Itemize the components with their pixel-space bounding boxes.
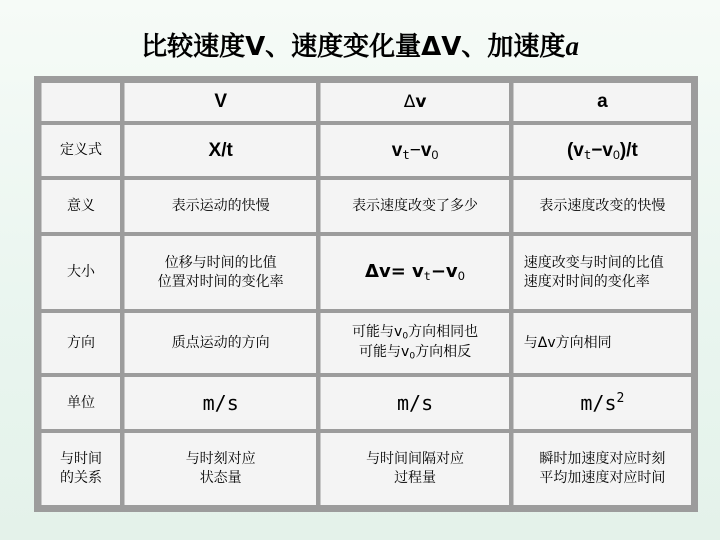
comparison-table — [37, 79, 695, 509]
table-row — [41, 377, 691, 429]
magnitude-a — [513, 236, 691, 309]
definition-dv-v: v — [391, 139, 403, 161]
magnitude-dv-prefix: Δv= v — [365, 261, 424, 283]
time-v-line2: 状态量 — [199, 470, 242, 486]
magnitude-dv-minus: −v — [430, 261, 458, 283]
row-label-unit: 单位 — [41, 377, 120, 429]
header-dv-delta: Δ — [403, 91, 416, 112]
direction-dv — [320, 313, 508, 373]
magnitude-a-line1: 速度改变与时间的比值 — [523, 254, 664, 271]
direction-dv-l2sub: 0 — [409, 351, 416, 362]
direction-a: 与Δv方向相同 — [513, 313, 691, 373]
table-row — [41, 313, 691, 373]
definition-a-open: (v — [566, 139, 584, 161]
magnitude-dv — [320, 236, 508, 309]
table-row — [41, 433, 691, 505]
magnitude-dv-0: 0 — [457, 269, 466, 284]
unit-a-sup: 2 — [616, 390, 625, 406]
definition-dv — [320, 125, 508, 176]
table-row — [41, 125, 691, 176]
title-accel-symbol: a — [565, 31, 579, 61]
direction-dv-l1a: 可能与v — [352, 324, 403, 341]
definition-a-close: )/t — [619, 139, 638, 161]
time-a — [513, 433, 691, 505]
row-label-definition: 定义式 — [41, 125, 120, 176]
time-a-line2: 平均加速度对应时间 — [539, 470, 666, 486]
direction-v: 质点运动的方向 — [124, 313, 316, 373]
header-dv-v: v — [415, 91, 427, 112]
header-dv — [320, 83, 508, 121]
magnitude-v-line1: 位移与时间的比值 — [164, 254, 277, 271]
time-label-line2: 的关系 — [59, 470, 102, 486]
definition-dv-v0: v — [420, 139, 432, 161]
table-row — [41, 180, 691, 232]
header-row — [41, 83, 691, 121]
unit-v: m/s — [124, 377, 316, 429]
magnitude-a-line2: 速度对时间的变化率 — [523, 273, 650, 290]
time-v-line1: 与时刻对应 — [185, 451, 256, 468]
unit-a-text: m/s — [580, 390, 617, 415]
magnitude-v — [124, 236, 316, 309]
header-a: a — [513, 83, 691, 121]
time-dv — [320, 433, 508, 505]
unit-dv: m/s — [320, 377, 508, 429]
row-label-magnitude: 大小 — [41, 236, 120, 309]
definition-a-t: t — [583, 147, 592, 162]
definition-a-minus: −v — [591, 139, 613, 161]
magnitude-dv-t: t — [423, 269, 431, 284]
magnitude-v-line2: 位置对时间的变化率 — [157, 273, 284, 290]
definition-a — [513, 125, 691, 176]
definition-dv-minus: − — [409, 139, 421, 161]
title-text: 比较速度V、速度变化量ΔV、加速度 — [141, 32, 566, 62]
row-label-direction: 方向 — [41, 313, 120, 373]
time-v — [124, 433, 316, 505]
row-label-meaning: 意义 — [41, 180, 120, 232]
definition-v: X/t — [124, 125, 316, 176]
page-title — [0, 26, 720, 63]
header-empty-cell — [41, 83, 120, 121]
meaning-a: 表示速度改变的快慢 — [513, 180, 691, 232]
direction-dv-l2a: 可能与v — [359, 344, 410, 360]
definition-a-0: 0 — [612, 147, 620, 162]
definition-dv-0: 0 — [431, 147, 439, 162]
time-dv-line2: 过程量 — [394, 470, 437, 486]
meaning-dv: 表示速度改变了多少 — [320, 180, 508, 232]
direction-dv-l2b: 方向相反 — [415, 344, 472, 360]
time-a-line1: 瞬时加速度对应时刻 — [539, 451, 666, 468]
header-v: V — [124, 83, 316, 121]
unit-a — [513, 377, 691, 429]
time-label-line1: 与时间 — [59, 451, 102, 468]
direction-dv-l1sub: 0 — [402, 331, 409, 342]
time-dv-line1: 与时间间隔对应 — [366, 451, 465, 468]
meaning-v: 表示运动的快慢 — [124, 180, 316, 232]
direction-dv-l1b: 方向相同也 — [408, 324, 479, 341]
row-label-time — [41, 433, 120, 505]
definition-dv-t: t — [402, 147, 410, 162]
table-row — [41, 236, 691, 309]
